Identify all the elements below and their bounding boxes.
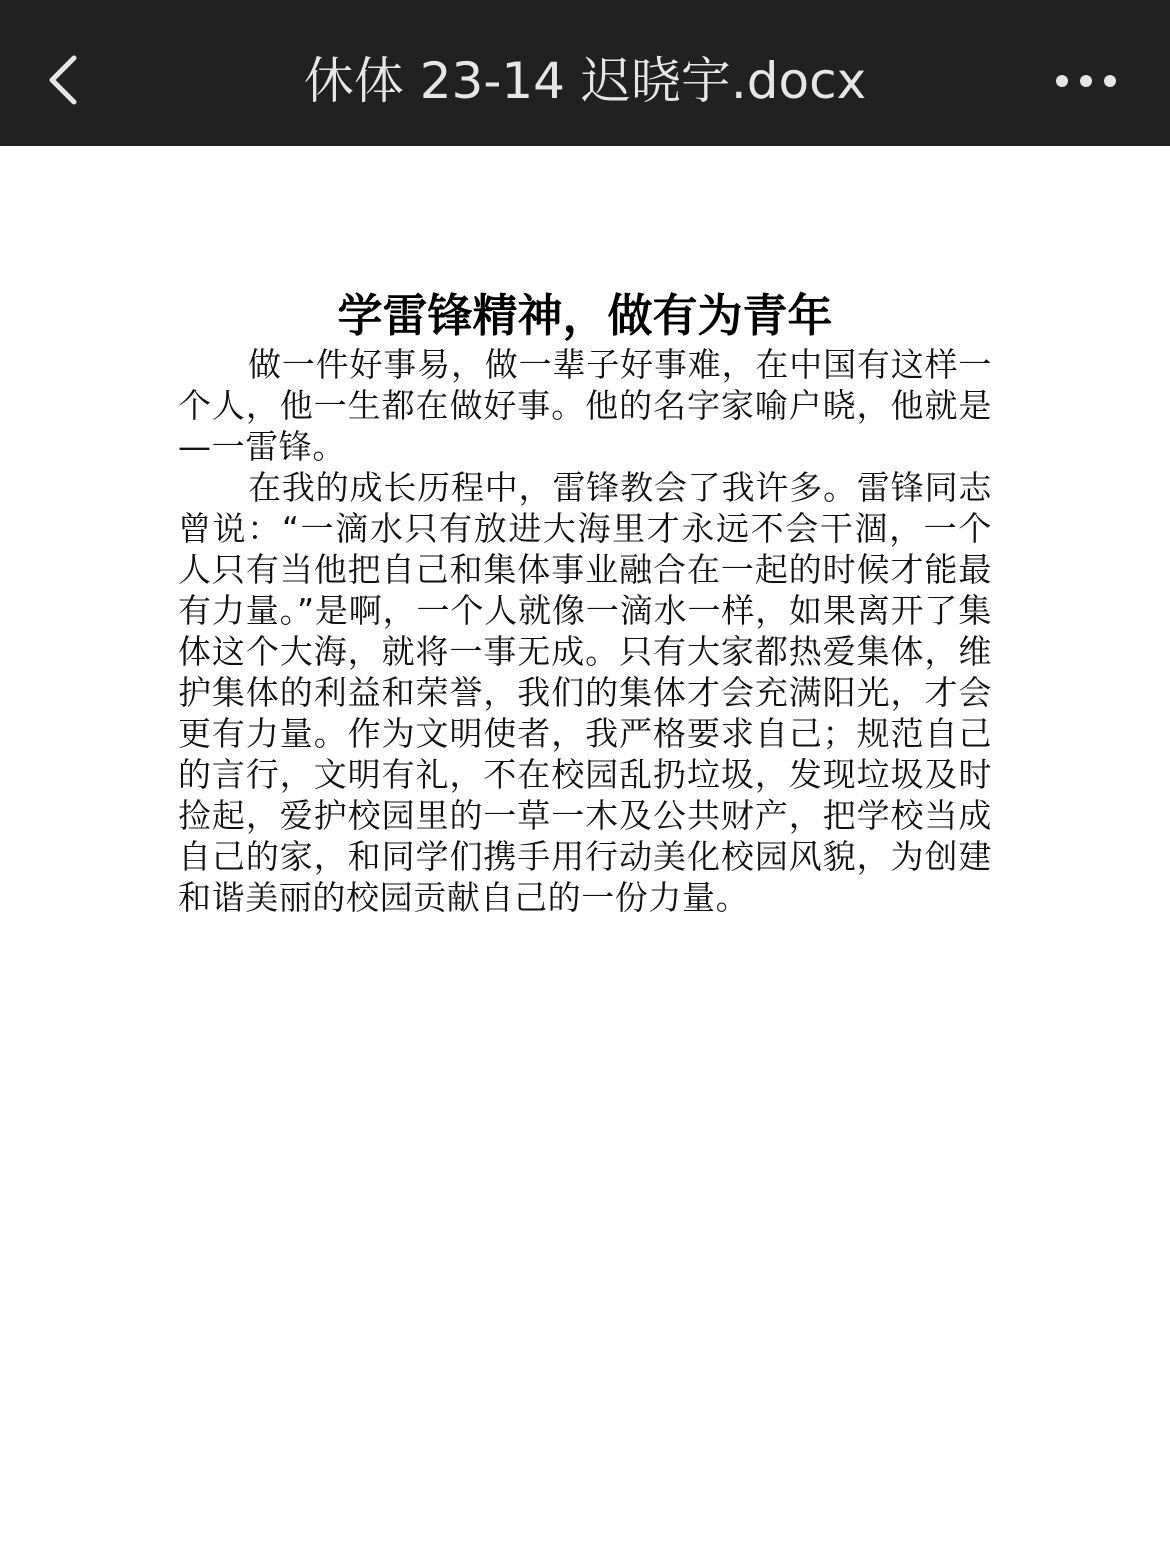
paragraph: 在我的成长历程中，雷锋教会了我许多。雷锋同志曾说：“一滴水只有放进大海里才永远不会干涸，一个人只有当他把自己和集体事业融合在一起的时候才能最有力量。”是啊，一个人就像一滴水一样，如果离开了集体这个大海，就将一事无成。只有大家都热爱集体，维护集体的利益和荣誉，我们的集体才会充满阳光，才会更有力量。作为文明使者，我严格要求自己；规范自己的言行，文明有礼，不在校园乱扔垃圾，发现垃圾及时捡起，爱护校园里的一草一木及公共财产，把学校当成自己的家，和同学们携手用行动美化校园风貌，为创建和谐美丽的校园贡献自己的一份力量。	[178, 468, 992, 917]
paragraph: 做一件好事易，做一辈子好事难，在中国有这样一个人，他一生都在做好事。他的名字家喻户晓，他就是—一雷锋。	[178, 345, 992, 466]
top-bar	[0, 0, 1170, 146]
document-page	[0, 146, 1170, 1560]
document-title: 休体 23-14 迟晓宇.docx	[303, 52, 867, 110]
chevron-left-icon	[30, 40, 100, 120]
more-options-button[interactable]	[1046, 58, 1126, 104]
document-heading: 学雷锋精神，做有为青年	[337, 289, 833, 342]
back-button[interactable]	[30, 40, 100, 120]
document-body	[178, 344, 992, 918]
more-horizontal-icon	[1046, 58, 1126, 104]
